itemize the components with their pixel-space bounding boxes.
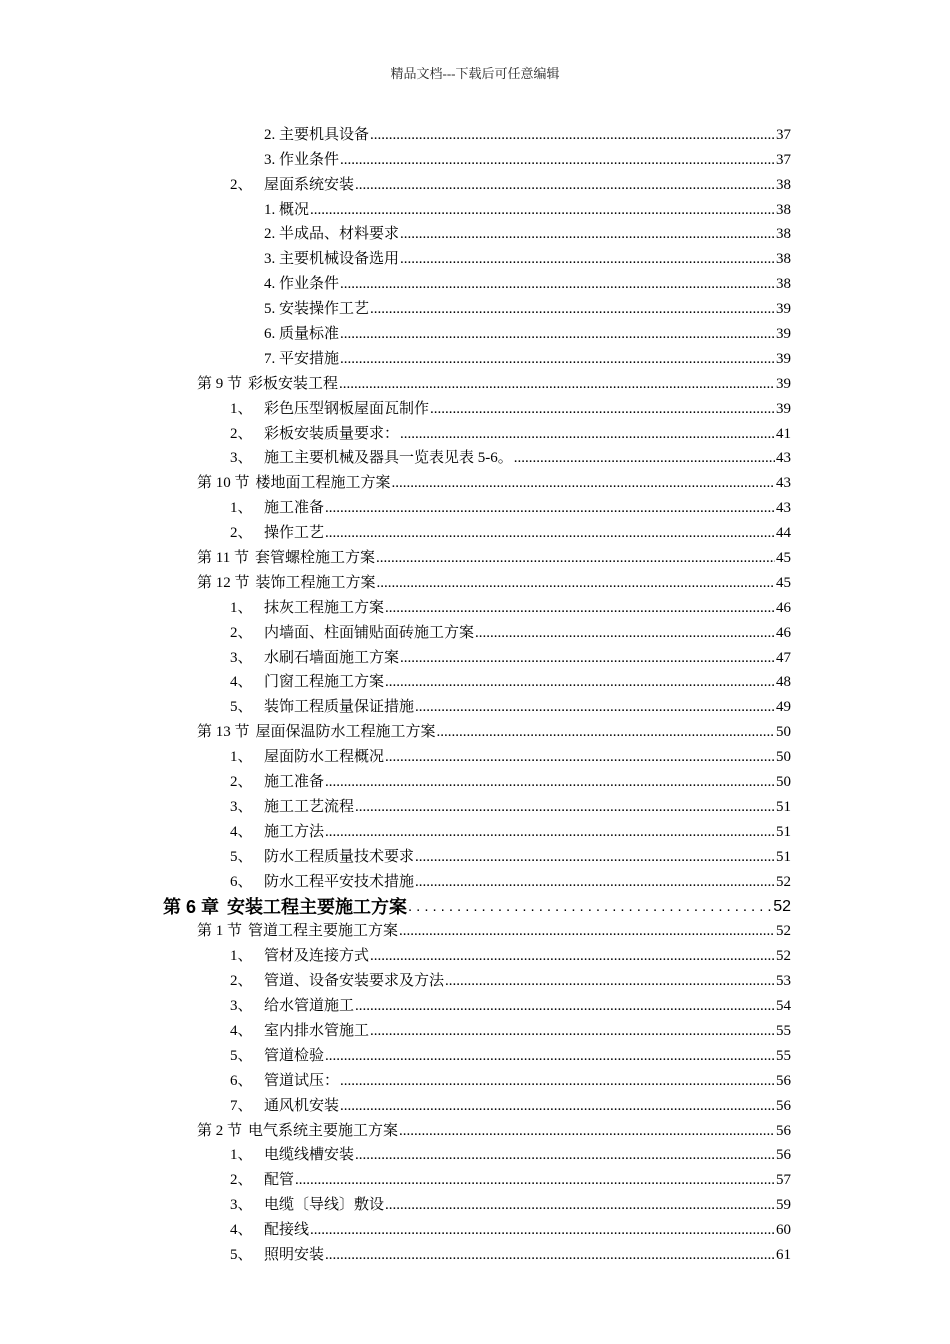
toc-entry-prefix: 1、 [230,749,253,766]
toc-leader-dots [370,126,775,144]
toc-page-number: 50 [776,749,791,766]
toc-entry-title: 6. 质量标准 [264,326,340,343]
toc-leader-dots [514,449,775,467]
toc-page-number: 38 [776,251,791,268]
toc-leader-dots [408,898,772,916]
toc-entry[interactable] [0,1065,950,1090]
toc-entry[interactable] [0,741,950,766]
toc-page-number: 43 [776,500,791,517]
toc-entry-label [230,798,355,816]
toc-page-number: 53 [776,973,791,990]
toc-leader-dots [385,673,775,691]
toc-leader-dots [355,1146,775,1164]
toc-entry-prefix: 2、 [230,1172,253,1189]
toc-entry-prefix: 5、 [230,1246,253,1263]
toc-entry[interactable] [0,1090,950,1115]
toc-entry[interactable] [0,1115,950,1140]
toc-entry[interactable] [0,219,950,244]
toc-page-number: 51 [776,798,791,815]
toc-entry-title: 装饰工程施工方案 [255,574,376,591]
toc-entry-label [230,997,355,1015]
toc-page-number: 56 [776,1072,791,1089]
toc-entry-label [197,723,437,741]
toc-entry[interactable] [0,990,950,1015]
toc-entry-prefix: 3、 [230,998,253,1015]
toc-entry-title: 施工准备 [264,500,325,517]
toc-entry[interactable] [0,691,950,716]
toc-page-number: 56 [776,1122,791,1139]
toc-leader-dots [340,350,775,368]
toc-leader-dots [385,1196,775,1214]
toc-page-number: 46 [776,624,791,641]
toc-leader-dots [325,823,775,841]
toc-entry-prefix: 4、 [230,1022,253,1039]
toc-leader-dots [415,698,775,716]
toc-leader-dots [310,1221,775,1239]
toc-leader-dots [430,400,775,418]
toc-leader-dots [355,997,775,1015]
toc-entry-label [230,673,385,691]
toc-entry-label [264,250,400,268]
toc-entry-title: 通风机安装 [264,1097,340,1114]
toc-page-number: 39 [776,301,791,318]
toc-entry[interactable] [0,816,950,841]
toc-entry[interactable] [0,119,950,144]
toc-page-number: 51 [776,823,791,840]
toc-entry-prefix: 3、 [230,1197,253,1214]
toc-entry-title: 配管 [264,1172,295,1189]
toc-entry-title: 套管螺栓施工方案 [254,550,375,567]
toc-entry-prefix: 1、 [230,500,253,517]
toc-entry-title: 抹灰工程施工方案 [264,599,385,616]
toc-entry-label [197,375,339,393]
toc-entry[interactable] [0,592,950,617]
toc-entry-title: 给水管道施工 [264,998,355,1015]
toc-entry-title: 楼地面工程施工方案 [255,475,391,492]
toc-entry-title: 施工方法 [264,823,325,840]
toc-entry-label [230,1246,325,1264]
toc-entry-prefix: 4、 [230,1222,253,1239]
toc-page-number: 41 [776,425,791,442]
toc-entry[interactable] [0,443,950,468]
toc-page-number: 44 [776,525,791,542]
toc-entry-prefix: 第 6 章 [163,896,220,917]
toc-entry-label [230,499,325,517]
toc-entry[interactable] [0,766,950,791]
toc-entry[interactable] [0,144,950,169]
toc-page-number: 39 [776,400,791,417]
toc-leader-dots [325,524,775,542]
toc-entry-label [230,524,325,542]
toc-leader-dots [325,499,775,517]
toc-entry-prefix: 7、 [230,1097,253,1114]
toc-entry[interactable] [0,393,950,418]
toc-leader-dots [340,325,775,343]
toc-page-number: 45 [776,574,791,591]
toc-page-number: 38 [776,226,791,243]
toc-entry-label [197,922,399,940]
table-of-contents [0,119,950,1264]
toc-entry-prefix: 第 9 节 [197,375,243,392]
toc-entry-title: 防水工程平安技术措施 [264,873,415,890]
toc-entry-prefix: 第 10 节 [197,475,250,492]
toc-entry-title: 管材及连接方式 [264,948,370,965]
toc-entry-title: 7. 平安措施 [264,350,340,367]
toc-page-number: 52 [773,897,791,915]
toc-entry-prefix: 第 2 节 [197,1122,243,1139]
toc-leader-dots [325,1246,775,1264]
toc-leader-dots [437,723,775,741]
toc-page-number: 52 [776,948,791,965]
toc-entry[interactable] [0,492,950,517]
toc-entry-label [264,151,340,169]
toc-leader-dots [400,225,775,243]
toc-entry[interactable] [0,1040,950,1065]
toc-entry-label [230,1022,370,1040]
toc-entry-label [230,176,355,194]
toc-page-number: 50 [776,724,791,741]
toc-entry-label [230,649,400,667]
toc-entry-label [264,126,370,144]
toc-leader-dots [392,474,775,492]
toc-leader-dots [385,599,775,617]
toc-entry[interactable] [0,1214,950,1239]
toc-entry-prefix: 4、 [230,674,253,691]
toc-entry-label [230,873,415,891]
toc-leader-dots [355,176,775,194]
toc-entry[interactable] [0,1239,950,1264]
toc-entry-prefix: 2、 [230,973,253,990]
toc-entry-prefix: 6、 [230,1072,253,1089]
toc-entry-prefix: 第 1 节 [197,923,243,940]
toc-entry-label [230,1072,340,1090]
toc-entry-label [230,425,400,443]
toc-leader-dots [415,873,775,891]
toc-page-number: 38 [776,176,791,193]
toc-entry-prefix: 3、 [230,450,253,467]
toc-entry-title: 电缆〔导线〕敷设 [264,1197,385,1214]
toc-entry-label [264,201,310,219]
toc-entry-label [230,848,415,866]
toc-entry-title: 施工工艺流程 [264,798,355,815]
toc-page-number: 45 [776,550,791,567]
toc-page-number: 55 [776,1047,791,1064]
toc-page-number: 37 [776,126,791,143]
toc-page-number: 51 [776,848,791,865]
toc-entry[interactable] [0,667,950,692]
toc-leader-dots [385,748,775,766]
toc-entry-prefix: 3、 [230,649,253,666]
toc-entry-title: 管道工程主要施工方案 [248,923,399,940]
toc-entry-title: 管道、设备安装要求及方法 [264,973,445,990]
toc-page-number: 59 [776,1197,791,1214]
toc-entry[interactable] [0,841,950,866]
toc-entry[interactable] [0,617,950,642]
toc-entry[interactable] [0,318,950,343]
toc-entry[interactable] [0,268,950,293]
toc-page-number: 52 [776,873,791,890]
toc-entry-title: 屋面保温防水工程施工方案 [255,724,436,741]
toc-entry-title: 彩板安装工程 [248,375,339,392]
toc-leader-dots [370,947,775,965]
toc-leader-dots [400,250,775,268]
toc-leader-dots [400,649,775,667]
toc-entry-prefix: 2、 [230,525,253,542]
toc-entry-label [230,624,475,642]
toc-entry-title: 电缆线槽安装 [264,1147,355,1164]
toc-entry-prefix: 5、 [230,848,253,865]
toc-entry-prefix: 1、 [230,948,253,965]
toc-leader-dots [399,922,775,940]
toc-entry-title: 彩板安装质量要求： [264,425,400,442]
toc-entry[interactable] [0,368,950,393]
toc-entry-title: 施工主要机械及器具一览表见表 5-6。 [264,450,513,467]
toc-entry-label [264,275,340,293]
toc-leader-dots [325,773,775,791]
toc-entry-label [264,225,400,243]
toc-entry-label [230,1221,310,1239]
toc-entry[interactable] [0,965,950,990]
toc-entry-label [230,698,415,716]
toc-page-number: 38 [776,201,791,218]
toc-entry-label [264,325,340,343]
toc-leader-dots [475,624,775,642]
toc-entry-title: 屋面系统安装 [264,176,355,193]
toc-leader-dots [445,972,775,990]
toc-entry-title: 电气系统主要施工方案 [248,1122,399,1139]
toc-entry-title: 内墙面、柱面铺贴面砖施工方案 [264,624,475,641]
toc-entry-prefix: 第 13 节 [197,724,250,741]
toc-entry-title: 彩色压型钢板屋面瓦制作 [264,400,430,417]
toc-leader-dots [340,151,775,169]
toc-page-number: 48 [776,674,791,691]
toc-entry[interactable] [0,243,950,268]
toc-entry-prefix: 2、 [230,176,253,193]
toc-entry-title: 管道试压： [264,1072,340,1089]
toc-entry[interactable] [0,1189,950,1214]
toc-entry-prefix: 6、 [230,873,253,890]
toc-entry-prefix: 1、 [230,400,253,417]
toc-entry[interactable] [0,716,950,741]
toc-entry-label [197,474,392,492]
toc-page-number: 52 [776,923,791,940]
toc-leader-dots [370,300,775,318]
toc-entry[interactable] [0,916,950,941]
toc-entry[interactable] [0,940,950,965]
toc-entry[interactable] [0,194,950,219]
page-header: 精品文档---下载后可任意编辑 [390,66,560,81]
toc-entry-prefix: 4、 [230,823,253,840]
toc-leader-dots [310,201,775,219]
toc-page-number: 61 [776,1246,791,1263]
toc-entry[interactable] [0,467,950,492]
toc-entry-prefix: 5、 [230,699,253,716]
toc-entry-title: 5. 安装操作工艺 [264,301,370,318]
toc-entry-title: 操作工艺 [264,525,325,542]
toc-entry-title: 配接线 [264,1222,310,1239]
toc-entry-title: 3. 主要机械设备选用 [264,251,400,268]
toc-entry-prefix: 1、 [230,1147,253,1164]
toc-page-number: 47 [776,649,791,666]
toc-entry-label [230,1196,385,1214]
toc-entry-title: 防水工程质量技术要求 [264,848,415,865]
toc-entry-label [197,574,377,592]
toc-leader-dots [400,425,775,443]
toc-leader-dots [340,275,775,293]
toc-leader-dots [340,1072,775,1090]
toc-leader-dots [415,848,775,866]
toc-entry-label [230,599,385,617]
toc-entry-label [197,549,376,567]
toc-entry[interactable] [0,866,950,891]
toc-page-number: 38 [776,276,791,293]
toc-page-number: 49 [776,699,791,716]
toc-entry-title: 2. 半成品、材料要求 [264,226,400,243]
toc-entry[interactable] [0,542,950,567]
toc-entry[interactable] [0,1140,950,1165]
toc-entry-prefix: 2、 [230,624,253,641]
toc-page-number: 56 [776,1097,791,1114]
toc-entry-label [230,1047,325,1065]
toc-entry[interactable] [0,791,950,816]
toc-entry-label [230,1171,295,1189]
toc-entry-title: 1. 概况 [264,201,310,218]
toc-entry-title: 施工准备 [264,774,325,791]
toc-entry-title: 管道检验 [264,1047,325,1064]
toc-entry-prefix: 第 12 节 [197,574,250,591]
toc-page-number: 60 [776,1222,791,1239]
toc-leader-dots [399,1122,775,1140]
toc-entry[interactable] [0,642,950,667]
toc-entry-label [230,1097,340,1115]
toc-page-number: 37 [776,151,791,168]
toc-entry-label [197,1122,399,1140]
toc-entry-prefix: 5、 [230,1047,253,1064]
toc-leader-dots [339,375,775,393]
toc-page-number: 57 [776,1172,791,1189]
toc-page-number: 43 [776,450,791,467]
toc-entry[interactable] [0,891,950,916]
toc-entry-label [264,300,370,318]
toc-entry[interactable] [0,517,950,542]
toc-page-number: 39 [776,326,791,343]
toc-entry-label [230,449,514,467]
toc-leader-dots [325,1047,775,1065]
toc-entry-title: 照明安装 [264,1246,325,1263]
toc-entry[interactable] [0,293,950,318]
toc-leader-dots [376,549,775,567]
toc-entry[interactable] [0,1015,950,1040]
toc-entry-label [264,350,340,368]
toc-leader-dots [340,1097,775,1115]
toc-entry-prefix: 2、 [230,425,253,442]
toc-entry-title: 安装工程主要施工方案 [227,896,408,917]
toc-entry-prefix: 1、 [230,599,253,616]
toc-page-number: 46 [776,599,791,616]
toc-entry-title: 屋面防水工程概况 [264,749,385,766]
toc-entry-title: 门窗工程施工方案 [264,674,385,691]
toc-page-number: 43 [776,475,791,492]
toc-entry-label [163,898,408,916]
toc-entry-prefix: 3、 [230,798,253,815]
toc-entry[interactable] [0,567,950,592]
toc-leader-dots [377,574,775,592]
toc-entry-label [230,972,445,990]
toc-entry-title: 水刷石墙面施工方案 [264,649,400,666]
toc-entry-label [230,773,325,791]
toc-page-number: 39 [776,350,791,367]
toc-entry[interactable] [0,418,950,443]
toc-entry-prefix: 2、 [230,774,253,791]
toc-leader-dots [370,1022,775,1040]
toc-page-number: 39 [776,375,791,392]
toc-entry[interactable] [0,343,950,368]
toc-entry-title: 装饰工程质量保证措施 [264,699,415,716]
toc-entry-title: 室内排水管施工 [264,1022,370,1039]
toc-page-number: 56 [776,1147,791,1164]
toc-entry[interactable] [0,169,950,194]
toc-entry-title: 3. 作业条件 [264,151,340,168]
toc-entry-title: 2. 主要机具设备 [264,126,370,143]
toc-entry-title: 4. 作业条件 [264,276,340,293]
toc-entry-label [230,823,325,841]
toc-entry-label [230,400,430,418]
toc-entry[interactable] [0,1164,950,1189]
toc-entry-label [230,1146,355,1164]
toc-page-number: 50 [776,774,791,791]
toc-entry-prefix: 第 11 节 [197,550,249,567]
toc-leader-dots [295,1171,775,1189]
toc-entry-label [230,748,385,766]
toc-page-number: 54 [776,998,791,1015]
toc-page-number: 55 [776,1022,791,1039]
toc-leader-dots [355,798,775,816]
toc-entry-label [230,947,370,965]
